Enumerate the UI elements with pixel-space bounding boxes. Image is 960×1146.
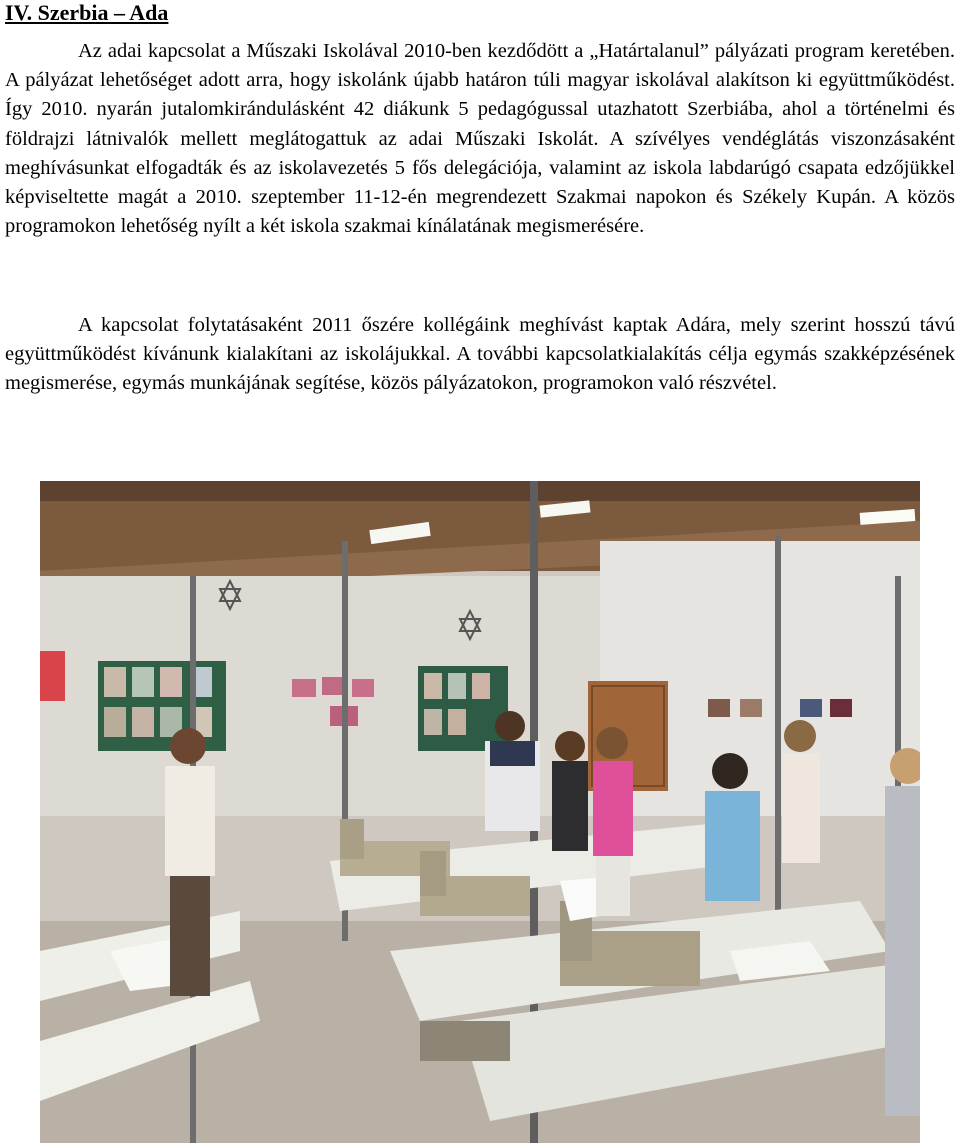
workshop-photo: [40, 481, 920, 1143]
person-teacher: [165, 728, 215, 996]
person-student-5: [782, 720, 820, 863]
section-heading: IV. Szerbia – Ada: [5, 0, 169, 25]
paragraph-2: A kapcsolat folytatásaként 2011 őszére kollégáink meghívást kaptak Adára, mely szerint hosszú távú együttműködést kívánunk kialakítani az iskolájukkal. A további kapcsolatkialakítás célja egymás szakképzésének megismerése, egymás munkájának segítése, közös pályázatokon, programokon való részvétel.: [5, 314, 955, 395]
person-student-2: [552, 731, 588, 851]
paragraph-1: Az adai kapcsolat a Műszaki Iskolával 2010-ben kezdődött a „Határtalanul” pályázati program keretében. A pályázat lehetőséget adott arra, hogy iskolánk újabb határon túli magyar iskolával alakítson ki együttműködést. Így 2010. nyarán jutalomkirándulásként 42 diákunk 5 pedagógussal utazhatott Szerbiába, ahol a történelmi és földrajzi látnivalók mellett meglátogattuk az adai Műszaki Iskolát. A szívélyes vendéglátás viszonzásaként meghívásunkat elfogadták és az iskolavezetés 5 fős delegációja, valamint az iskola labdarúgó csapata edzőjükkel képviseltette magát a 2010. szeptember 11-12-én megrendezett Szakmai napokon és Székely Kupán. A közös programokon lehetőség nyílt a két iskola szakmai kínálatának megismerésére.: [5, 40, 955, 238]
person-student-6: [885, 748, 920, 1116]
